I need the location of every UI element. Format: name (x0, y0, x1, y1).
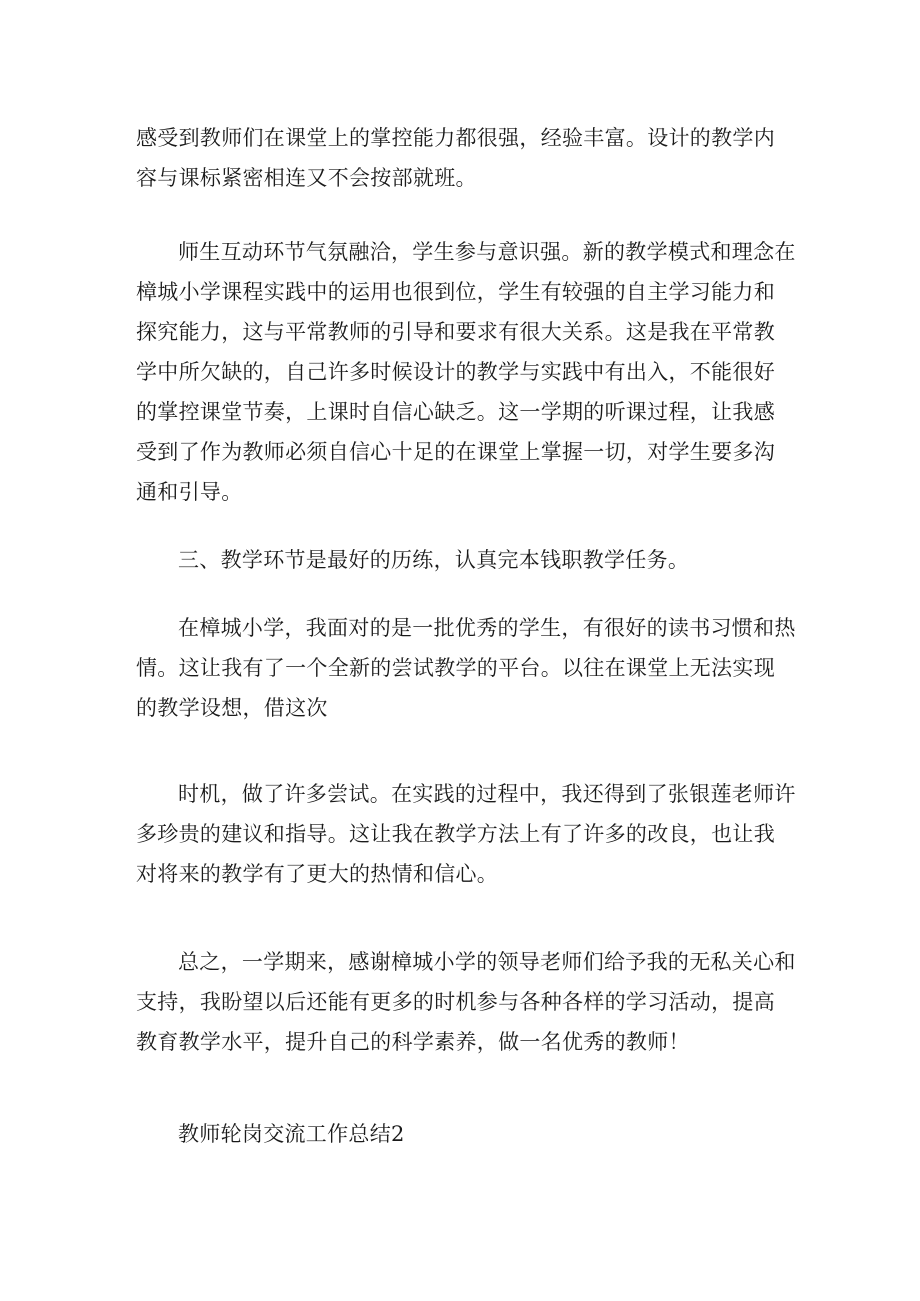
paragraph-interaction: 师生互动环节气氛融洽，学生参与意识强。新的教学模式和理念在樟城小学课程实践中的运用也很到位，学生有较强的自主学习能力和探究能力，这与平常教师的引导和要求有很大关系。这是我在平常教学中所欠缺的，自己许多时候设计的教学与实践中有出入，不能很好的掌控课堂节奏，上课时自信心缺乏。这一学期的听课过程，让我感受到了作为教师必须自信心十足的在课堂上掌握一切，对学生要多沟通和引导。 (136, 240, 796, 504)
paragraph-zhangcheng-school: 在樟城小学，我面对的是一批优秀的学生，有很好的读书习惯和热情。这让我有了一个全新的尝试教学的平台。以往在课堂上无法实现的教学设想，借这次 (136, 616, 796, 720)
paragraph-section-three-heading: 三、教学环节是最好的历练，认真完本钱职教学任务。 (178, 548, 690, 572)
section-title: 教师轮岗交流工作总结2 (178, 1122, 405, 1146)
paragraph-opportunity: 时机，做了许多尝试。在实践的过程中，我还得到了张银莲老师许多珍贵的建议和指导。这让我在教学方法上有了许多的改良，也让我对将来的教学有了更大的热情和信心。 (136, 782, 796, 886)
paragraph-conclusion: 总之，一学期来，感谢樟城小学的领导老师们给予我的无私关心和支持，我盼望以后还能有更多的时机参与各种各样的学习活动，提高教育教学水平，提升自己的科学素养，做一名优秀的教师！ (136, 950, 796, 1054)
paragraph-teacher-control: 感受到教师们在课堂上的掌控能力都很强，经验丰富。设计的教学内容与课标紧密相连又不会按部就班。 (136, 126, 775, 190)
